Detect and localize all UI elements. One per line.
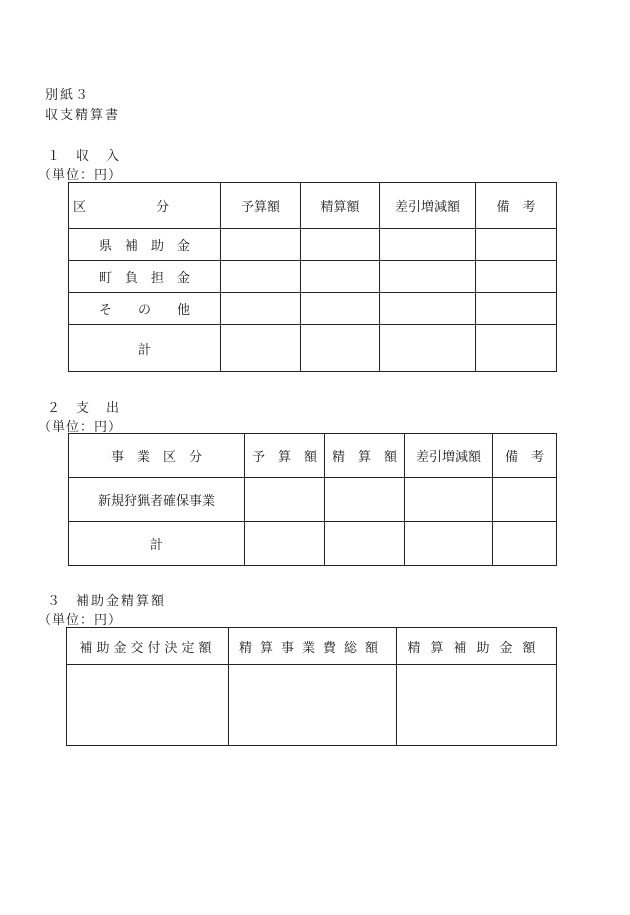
income-row-label: そ の 他: [69, 293, 221, 325]
grant-col-decision: 補助金交付決定額: [67, 628, 229, 665]
section3-number: ３: [47, 594, 63, 609]
cell: [229, 665, 397, 746]
grant-row: [67, 665, 557, 746]
income-row-label: 県 補 助 金: [69, 229, 221, 261]
cell: [493, 522, 557, 566]
cell: [245, 478, 325, 522]
expense-total-label: 計: [69, 522, 245, 566]
expense-row-label: 新規狩猟者確保事業: [69, 478, 245, 522]
income-row-other: [69, 293, 557, 325]
section3-heading: [47, 590, 166, 609]
grant-col-project-total: 精算事業費総額: [229, 628, 397, 665]
cell: [476, 229, 557, 261]
income-header-row: [69, 183, 557, 229]
income-table: [68, 182, 557, 372]
section3-title: 補助金精算額: [76, 594, 167, 609]
income-row-label: 町 負 担 金: [69, 261, 221, 293]
section2-title: 支 出: [76, 401, 122, 416]
cell: [476, 325, 557, 372]
cell: [301, 261, 380, 293]
income-row-prefecture-grant: [69, 229, 557, 261]
income-row-town-share: [69, 261, 557, 293]
income-col-difference: 差引増減額: [380, 183, 476, 229]
income-total-label: 計: [69, 325, 221, 372]
cell: [380, 261, 476, 293]
section1-unit: （単位：円）: [38, 168, 123, 183]
cell: [397, 665, 557, 746]
cell: [325, 522, 405, 566]
cell: [476, 293, 557, 325]
cell: [221, 293, 301, 325]
cell: [380, 229, 476, 261]
section1-title: 収 入: [76, 149, 122, 164]
cell: [476, 261, 557, 293]
cell: [380, 293, 476, 325]
grant-settlement-table: [66, 627, 557, 746]
page-title: 収支精算書: [45, 108, 121, 123]
grant-col-settled: 精算補助金額: [397, 628, 557, 665]
cell: [325, 478, 405, 522]
section3-unit: （単位：円）: [38, 613, 123, 628]
cell: [221, 325, 301, 372]
expense-col-budget: 予 算 額: [245, 434, 325, 478]
section2-number: ２: [47, 401, 63, 416]
cell: [493, 478, 557, 522]
income-col-remarks: 備 考: [476, 183, 557, 229]
section1-number: １: [47, 149, 63, 164]
grant-header-row: [67, 628, 557, 665]
expense-col-remarks: 備 考: [493, 434, 557, 478]
expense-row-total: [69, 522, 557, 566]
expense-row-new-hunters: [69, 478, 557, 522]
expense-table: [68, 433, 557, 566]
expense-header-row: [69, 434, 557, 478]
cell: [221, 229, 301, 261]
section1-heading: [47, 145, 121, 164]
income-row-total: [69, 325, 557, 372]
cell: [301, 229, 380, 261]
expense-col-difference: 差引増減額: [405, 434, 493, 478]
expense-col-category: 事 業 区 分: [69, 434, 245, 478]
cell: [380, 325, 476, 372]
cell: [221, 261, 301, 293]
cell: [405, 478, 493, 522]
section2-heading: [47, 397, 121, 416]
cell: [67, 665, 229, 746]
section2-unit: （単位：円）: [38, 420, 123, 435]
income-col-settled: 精算額: [301, 183, 380, 229]
income-col-category: 区 分: [69, 183, 221, 229]
cell: [245, 522, 325, 566]
annex-label: 別紙３: [45, 88, 91, 103]
cell: [405, 522, 493, 566]
cell: [301, 293, 380, 325]
cell: [301, 325, 380, 372]
income-col-budget: 予算額: [221, 183, 301, 229]
expense-col-settled: 精 算 額: [325, 434, 405, 478]
